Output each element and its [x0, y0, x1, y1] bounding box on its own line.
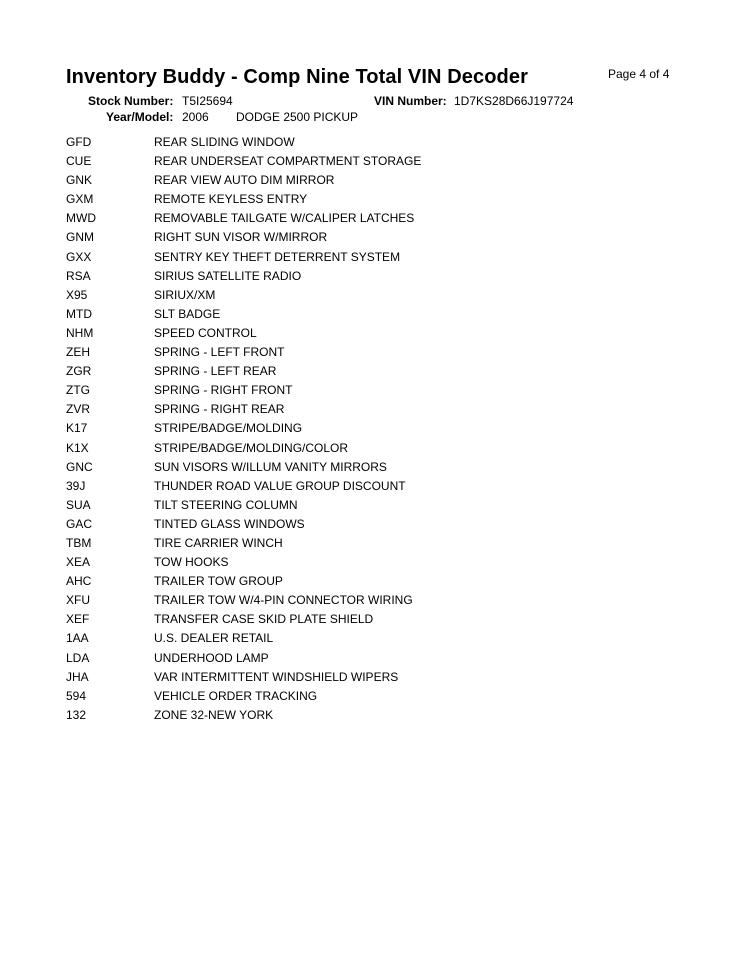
option-description: SPRING - LEFT REAR [154, 364, 277, 379]
list-item [66, 591, 486, 610]
stock-number-row [88, 94, 233, 108]
option-description: SPRING - RIGHT REAR [154, 402, 285, 417]
option-code: MTD [66, 306, 92, 321]
option-code: CUE [66, 154, 92, 169]
document-title: Inventory Buddy - Comp Nine Total VIN Decoder [66, 66, 528, 88]
list-item [66, 190, 486, 209]
list-item [66, 209, 486, 228]
option-description: REAR SLIDING WINDOW [154, 135, 295, 149]
list-item [66, 324, 486, 343]
option-code: K17 [66, 421, 88, 436]
option-description: SPEED CONTROL [154, 325, 257, 340]
list-item [66, 610, 486, 629]
option-description: TILT STEERING COLUMN [154, 497, 298, 512]
option-description: ZONE 32-NEW YORK [154, 707, 274, 722]
list-item [66, 668, 486, 687]
stock-number-value: T5I25694 [182, 94, 233, 108]
option-code: GNK [66, 173, 93, 188]
option-description: UNDERHOOD LAMP [154, 650, 269, 665]
option-description: REAR VIEW AUTO DIM MIRROR [154, 173, 335, 188]
option-code: XFU [66, 593, 90, 608]
option-description: SPRING - RIGHT FRONT [154, 383, 293, 398]
option-code: LDA [66, 650, 90, 665]
option-code: XEA [66, 555, 91, 570]
list-item [66, 629, 486, 648]
list-item [66, 362, 486, 381]
list-item [66, 458, 486, 477]
option-code: 132 [66, 707, 87, 722]
list-item [66, 286, 486, 305]
vin-number-value: 1D7KS28D66J197724 [454, 94, 574, 108]
option-description: SIRIUS SATELLITE RADIO [154, 268, 302, 283]
list-item [66, 572, 486, 591]
list-item [66, 343, 486, 362]
option-code: 39J [66, 478, 86, 493]
list-item [66, 439, 486, 458]
list-item [66, 534, 486, 553]
option-code: GXM [66, 192, 94, 207]
list-item [66, 400, 486, 419]
list-item [66, 496, 486, 515]
option-description: TOW HOOKS [154, 555, 229, 570]
list-item [66, 706, 486, 725]
list-item [66, 152, 486, 171]
option-description: REMOVABLE TAILGATE W/CALIPER LATCHES [154, 211, 415, 226]
option-description: SPRING - LEFT FRONT [154, 345, 285, 360]
option-description: TRAILER TOW GROUP [154, 574, 283, 589]
option-code: GNC [66, 459, 93, 474]
option-code: ZGR [66, 364, 92, 379]
option-description: THUNDER ROAD VALUE GROUP DISCOUNT [154, 478, 406, 493]
model-value: DODGE 2500 PICKUP [236, 110, 359, 124]
option-code: AHC [66, 574, 92, 589]
option-code: TBM [66, 535, 92, 550]
vin-number-label: VIN Number: [374, 94, 447, 108]
stock-number-label: Stock Number: [88, 94, 174, 108]
option-description: STRIPE/BADGE/MOLDING [154, 421, 303, 436]
list-item [66, 133, 486, 152]
option-description: TINTED GLASS WINDOWS [154, 516, 305, 531]
list-item [66, 171, 486, 190]
option-code: NHM [66, 325, 94, 340]
page-number: Page 4 of 4 [608, 67, 670, 81]
list-item [66, 305, 486, 324]
option-description: VEHICLE ORDER TRACKING [154, 688, 318, 703]
option-code: ZTG [66, 383, 90, 398]
option-code: SUA [66, 497, 91, 512]
option-code: X95 [66, 287, 88, 302]
option-code: GXX [66, 249, 92, 264]
option-code: RSA [66, 268, 91, 283]
option-description: SLT BADGE [154, 306, 221, 321]
option-description: U.S. DEALER RETAIL [154, 631, 274, 646]
option-code: ZVR [66, 402, 90, 417]
option-description: TRAILER TOW W/4-PIN CONNECTOR WIRING [154, 593, 413, 608]
option-description: REMOTE KEYLESS ENTRY [154, 192, 308, 207]
option-description: TRANSFER CASE SKID PLATE SHIELD [154, 612, 374, 627]
year-model-row [106, 110, 359, 124]
option-code: 594 [66, 688, 87, 703]
option-code: ZEH [66, 345, 90, 360]
list-item [66, 477, 486, 496]
option-description: SENTRY KEY THEFT DETERRENT SYSTEM [154, 249, 401, 264]
list-item [66, 419, 486, 438]
option-code: XEF [66, 612, 90, 627]
option-description: REAR UNDERSEAT COMPARTMENT STORAGE [154, 154, 422, 169]
list-item [66, 649, 486, 668]
year-model-label: Year/Model: [106, 110, 174, 124]
list-item [66, 687, 486, 706]
option-code: 1AA [66, 631, 89, 646]
option-description: SUN VISORS W/ILLUM VANITY MIRRORS [154, 459, 387, 474]
list-item [66, 228, 486, 247]
option-code: JHA [66, 669, 89, 684]
option-code: GNM [66, 230, 94, 245]
option-code: GFD [66, 135, 92, 149]
list-item [66, 515, 486, 534]
year-value: 2006 [182, 110, 209, 124]
option-code: MWD [66, 211, 96, 226]
list-item [66, 553, 486, 572]
options-list [66, 133, 486, 725]
option-description: VAR INTERMITTENT WINDSHIELD WIPERS [154, 669, 399, 684]
option-description: SIRIUX/XM [154, 287, 216, 302]
option-description: RIGHT SUN VISOR W/MIRROR [154, 230, 328, 245]
list-item [66, 267, 486, 286]
option-code: K1X [66, 440, 89, 455]
option-description: TIRE CARRIER WINCH [154, 535, 283, 550]
vin-number-row [374, 94, 574, 108]
option-code: GAC [66, 516, 93, 531]
list-item [66, 381, 486, 400]
option-description: STRIPE/BADGE/MOLDING/COLOR [154, 440, 349, 455]
list-item [66, 248, 486, 267]
